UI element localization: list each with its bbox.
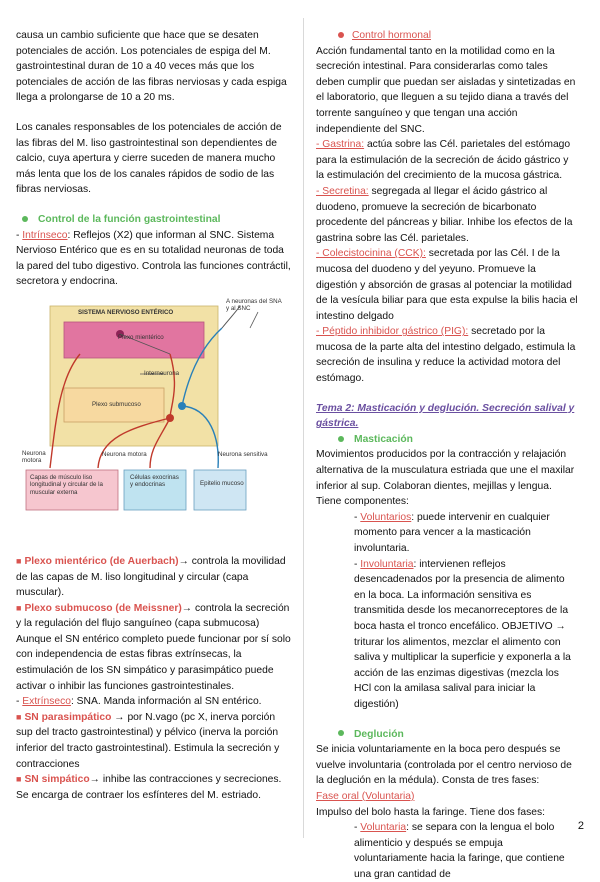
paragraph-pig: - Péptido inhibidor gástrico (PIG): secretado por la mucosa de la parte alta del intestino delgado, estimula la secreción de insulina y reduce la actividad motora del estómago. [316, 326, 576, 385]
tema-heading: Tema 2: Masticación y deglución. Secreción salival y gástrica. [316, 402, 575, 430]
figure-label-interneurona: Interneurona [144, 369, 180, 377]
paragraph-calcium-channels: Los canales responsables de los potenciales de acción de las fibras del M. liso gastrointestinal son dependientes de calcio, cuya apertura y cierre suceden de manera mucho más lenta que los de los canales rápidos de sodio de las fibras nerviosas. [16, 121, 282, 196]
paragraph-parasimpatico: ■ SN parasimpático → por N.vago (pc X, inerva porción sup del tracto gastrointestinal) y pélvico (inerva la porción inferior del tracto gastrointestinal). Estimula la secreción y contracciones [16, 711, 280, 770]
heading-deglucion: Deglución [316, 727, 578, 743]
figure-label-epitelio: Epitelio mucoso [200, 479, 244, 487]
paragraph-impulso: Impulso del bolo hasta la faringe. Tiene dos fases: [316, 806, 545, 818]
paragraph-cck: - Colecistocinina (CCK): secretada por las Cél. I de la mucosa del duodeno y del yeyuno. Promueve la digestión y absorción de grasas al potenciar la motilidad de la vesícula biliar para que esta expulse la bilis hacia el intestino delgado [316, 248, 578, 322]
paragraph-intrinseco: - Intrínseco: Reflejos (X2) que informan al SNC. Sistema Nervioso Entérico que es en su totalidad neuronas de toda la pared del tubo digestivo. Controla las funciones contráctil, secretora y endocrina. [16, 229, 291, 288]
figure-title: SISTEMA NERVIOSO ENTÉRICO [78, 308, 174, 316]
figure-label-plexo-mienterico: Plexo mientérico [118, 333, 164, 341]
figure-label-celulas: Células exocrinas y endocrinas [130, 473, 179, 489]
heading-hormonal: Control hormonal [316, 28, 578, 44]
fase-oral-heading: Fase oral (Voluntaria) [316, 790, 415, 802]
paragraph-deglucion: Se inicia voluntariamente en la boca pero después se vuelve involuntaria (controlada por el centro nervioso de la deglución en la médula). Consta de tres fases: [316, 744, 572, 787]
paragraph-voluntaria: - Voluntaria: se separa con la lengua el bolo alimenticio y después se empuja voluntariamente hacia la faringe, que contiene una gran cantidad de [354, 822, 565, 880]
figure-label-plexo-submucoso: Plexo submucoso [92, 400, 141, 408]
page-number: 2 [577, 820, 584, 832]
figure-label-neurona-motora-2: Neurona motora [102, 450, 147, 458]
bullet-icon [338, 32, 344, 38]
square-bullet-icon: ■ [16, 711, 22, 722]
right-column [316, 28, 578, 882]
paragraph-meissner: ■ Plexo submucoso (de Meissner)→ controla la secreción y la regulación del flujo sanguíneo (capa submucosa) Aunque el SN entérico completo puede funcionar por sí solo con independencia de estas fibras extrínsecas, la estimulación de los SN simpático y parasimpático puede activar o inhibir las funciones gastrointestinales. [16, 602, 291, 692]
paragraph-hormonal: Acción fundamental tanto en la motilidad como en la secreción intestinal. Para considerarlas como tales deben cumplir que puedan ser aisladas y sintetizadas en el laboratorio, que lleguen a su tejido diana a través del torrente sanguíneo y que tengan una acción independiente del SNC. [316, 45, 576, 135]
enteric-nervous-system-figure [20, 298, 286, 540]
figure-label-neurona-motora-1: Neurona motora [22, 449, 46, 465]
paragraph-voluntarios: - Voluntarios: puede intervenir en cualquier momento para vencer a la masticación involuntaria. [354, 511, 550, 554]
bullet-icon [22, 216, 28, 222]
figure-label-capas: Capas de músculo liso longitudinal y circular de la muscular externa [30, 473, 103, 496]
square-bullet-icon: ■ [16, 555, 22, 566]
paragraph-masticacion: Movimientos producidos por la contracción y relajación alternativa de la musculatura estriada que une el maxilar inferior al sup. Colaboran dientes, mejillas y lengua. Tiene componentes: [316, 449, 575, 508]
paragraph-auerbach: ■ Plexo mientérico (de Auerbach)→ controla la movilidad de las capas de M. liso longitudinal y circular (capa muscular). [16, 555, 286, 599]
paragraph-secretina: - Secretina: segregada al llegar el ácido gástrico al duodeno, promueve la secreción de bicarbonato procedente del páncreas y biliar. Inhibe los efectos de la gastrina sobre las Cél. parietales. [316, 185, 573, 244]
bullet-icon [338, 730, 344, 736]
paragraph-spike-potentials: causa un cambio suficiente que hace que se desaten potenciales de acción. Los potenciales de espiga del M. gastrointestinal duran de 10 a 40 veces más que los potenciales de acción de las fibras nerviosas y cada espiga llega a prolongarse de 10 a 20 ms. [16, 30, 287, 104]
heading-control: Control de la función gastrointestinal [16, 212, 292, 228]
paragraph-simpatico: ■ SN simpático→ inhibe las contracciones y secreciones. Se encarga de contraer los esfínteres del M. estriado. [16, 774, 282, 801]
paragraph-extrinseco: - Extrínseco: SNA. Manda información al SN entérico. [16, 696, 262, 708]
heading-masticacion: Masticación [316, 432, 578, 448]
square-bullet-icon: ■ [16, 602, 22, 613]
paragraph-gastrina: - Gastrina: actúa sobre las Cél. parietales del estómago para la estimulación de la secreción de ácido gástrico y la estimulación del crecimiento de la mucosa gástrica. [316, 139, 571, 182]
square-bullet-icon: ■ [16, 774, 22, 785]
figure-label-to-neurons: A neuronas del SNA y al SNC [226, 297, 282, 313]
paragraph-involuntaria: - Involuntaria: intervienen reflejos desencadenados por la presencia de alimento en la boca. La información sensitiva es transmitida desde los mecanorreceptores de la boca hasta el tronco encefálico. OBJETIVO → triturar los alimentos, mezclar el alimento con saliva y multiplicar la superficie y exponerla a la acción de las enzimas digestivas (mezcla los HCl con la amilasa salival para iniciar la digestión) [354, 558, 571, 710]
bullet-icon [338, 436, 344, 442]
column-divider [303, 18, 304, 838]
figure-label-neurona-sensitiva: Neurona sensitiva [218, 450, 268, 458]
left-column [16, 28, 292, 803]
